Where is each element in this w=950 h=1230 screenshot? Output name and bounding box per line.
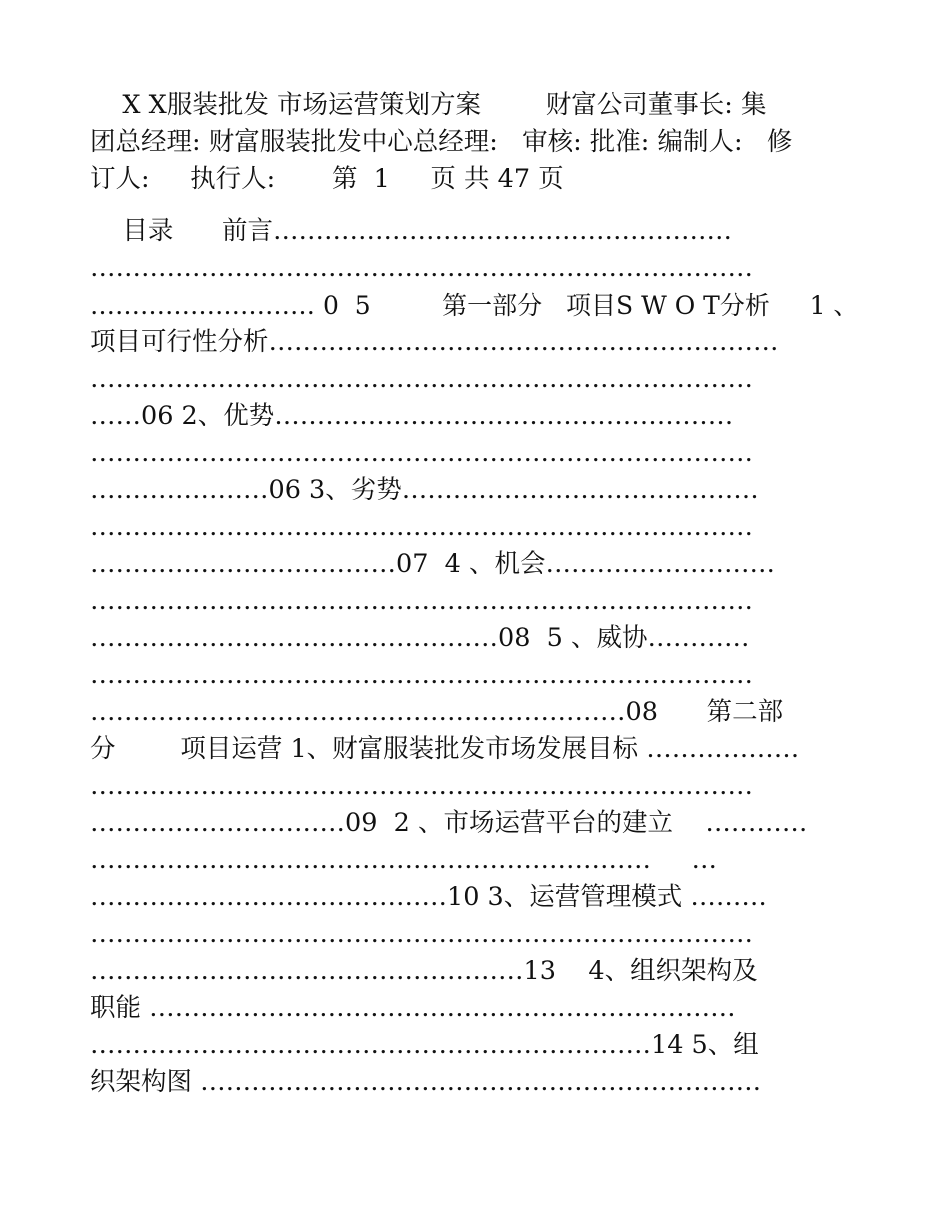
toc-line: 项目可行性分析…………………………………………………… bbox=[90, 327, 779, 357]
header-line-1: X X服装批发 市场运营策划方案 财富公司董事长: 集 bbox=[90, 90, 767, 120]
toc-line: …………………………………………………………………… bbox=[90, 919, 753, 949]
toc-line: ………………………………07 4 、机会……………………… bbox=[90, 549, 775, 579]
toc-line: …………………………………………08 5 、威协………… bbox=[90, 623, 750, 653]
toc-line: …………………………………………………………………… bbox=[90, 586, 753, 616]
toc-line: ……06 2、优势……………………………………………… bbox=[90, 401, 734, 431]
toc-line: ……………………… 0 5 第一部分 项目S W O T分析 1 、 bbox=[90, 291, 859, 320]
header-line-2: 团总经理: 财富服装批发中心总经理: 审核: 批准: 编制人: 修 bbox=[90, 127, 793, 157]
toc-line: ………………………………………………………… … bbox=[90, 845, 718, 875]
toc-line: 分 项目运营 1、财富服装批发市场发展目标 ……………… bbox=[90, 734, 800, 764]
toc-line: ……………………………………10 3、运营管理模式 ……… bbox=[90, 882, 767, 912]
toc-line: …………………………………………………………………… bbox=[90, 512, 753, 542]
toc-line: …………………………………………………………14 5、组 bbox=[90, 1030, 759, 1060]
toc-line: ……………………………………………13 4、组织架构及 bbox=[90, 956, 758, 986]
toc-line: …………………………………………………………………… bbox=[90, 253, 753, 283]
toc-line: …………………06 3、劣势…………………………………… bbox=[90, 475, 759, 505]
toc-line: 织架构图 ………………………………………………………… bbox=[90, 1067, 762, 1097]
toc-line: …………………………………………………………………… bbox=[90, 438, 753, 468]
toc-line: 目录 前言……………………………………………… bbox=[90, 216, 733, 246]
toc-line: 职能 …………………………………………………………… bbox=[90, 993, 736, 1023]
header-line-3: 订人: 执行人: 第 1 页 共 47 页 bbox=[90, 164, 564, 194]
toc-line: ………………………………………………………08 第二部 bbox=[90, 697, 784, 727]
toc-line: …………………………09 2 、市场运营平台的建立 ………… bbox=[90, 808, 808, 838]
toc-line: …………………………………………………………………… bbox=[90, 660, 753, 690]
toc-line: …………………………………………………………………… bbox=[90, 364, 753, 394]
toc-line: …………………………………………………………………… bbox=[90, 771, 753, 801]
